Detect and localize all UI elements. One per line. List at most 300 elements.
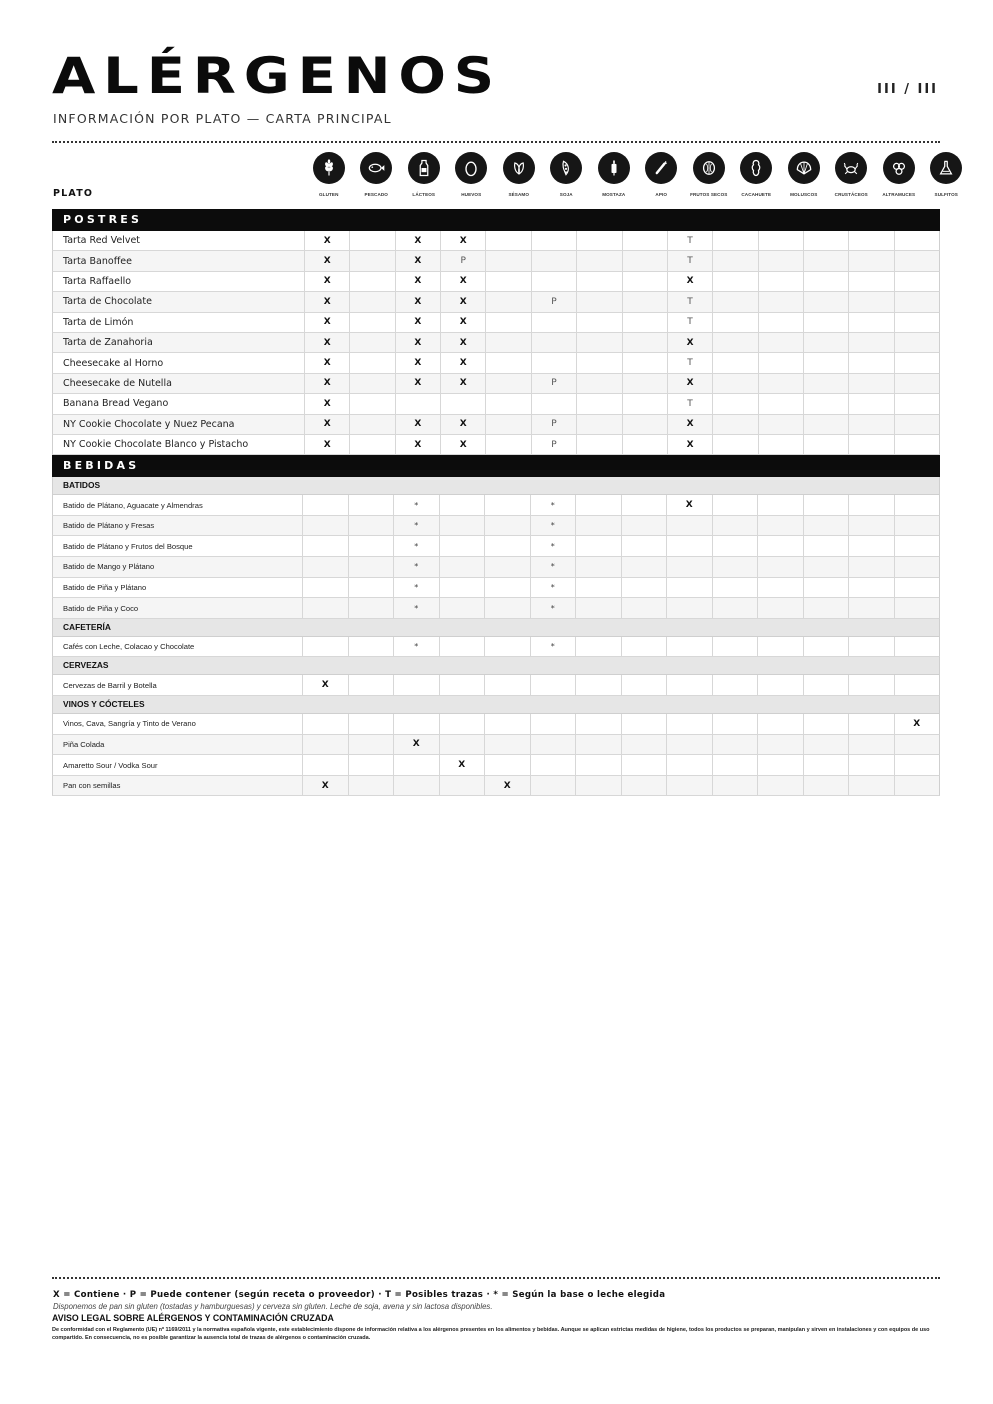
allergen-cell: P bbox=[532, 435, 577, 454]
dish-name: Tarta Raffaello bbox=[53, 272, 305, 291]
allergen-cell bbox=[804, 333, 849, 352]
allergen-cell bbox=[758, 735, 804, 755]
allergen-cell bbox=[713, 415, 758, 434]
allergen-cell bbox=[667, 557, 713, 577]
dish-name: Cheesecake al Horno bbox=[53, 353, 305, 372]
allergen-cell: X bbox=[396, 231, 441, 250]
allergen-cell bbox=[804, 578, 850, 598]
dish-name: Batido de Plátano y Fresas bbox=[53, 516, 303, 536]
table-row bbox=[52, 333, 940, 353]
allergen-cell: X bbox=[441, 374, 486, 393]
allergen-cell bbox=[758, 675, 804, 695]
allergen-cell bbox=[895, 735, 940, 755]
allergen-cell bbox=[849, 714, 895, 734]
allergen-cell bbox=[849, 272, 894, 291]
row-group bbox=[52, 637, 940, 658]
allergen-cell bbox=[531, 776, 577, 796]
allergen-cell bbox=[759, 415, 804, 434]
allergen-cell bbox=[758, 755, 804, 775]
allergen-cell bbox=[485, 557, 531, 577]
allergen-cell bbox=[577, 374, 622, 393]
allergen-cell bbox=[849, 735, 895, 755]
allergen-label: FRUTOS SECOS bbox=[690, 192, 728, 197]
allergen-cell bbox=[531, 755, 577, 775]
allergen-column-header bbox=[305, 152, 353, 197]
allergen-cell bbox=[623, 435, 668, 454]
allergen-cell bbox=[713, 374, 758, 393]
allergen-cell: X bbox=[396, 374, 441, 393]
table-row bbox=[52, 353, 940, 373]
allergen-cell: X bbox=[441, 313, 486, 332]
allergen-cell bbox=[849, 536, 895, 556]
allergen-cell: X bbox=[305, 292, 350, 311]
allergen-cell bbox=[895, 557, 940, 577]
allergen-cell bbox=[350, 272, 395, 291]
allergen-cell bbox=[849, 292, 894, 311]
allergen-cell bbox=[576, 495, 622, 515]
allergen-cell bbox=[349, 536, 395, 556]
allergen-cell bbox=[532, 251, 577, 270]
allergen-cell bbox=[849, 598, 895, 618]
allergen-cell bbox=[667, 675, 713, 695]
allergen-cell bbox=[303, 755, 349, 775]
allergen-cell: X bbox=[305, 313, 350, 332]
row-group bbox=[52, 714, 940, 796]
allergen-cell bbox=[623, 394, 668, 413]
allergen-cell bbox=[759, 333, 804, 352]
allergen-cell bbox=[849, 333, 894, 352]
allergen-cell bbox=[577, 415, 622, 434]
allergen-cell bbox=[485, 495, 531, 515]
allergen-cell: X bbox=[440, 755, 486, 775]
allergen-label: PESCADO bbox=[364, 192, 388, 197]
allergen-cell bbox=[759, 251, 804, 270]
allergen-cell bbox=[895, 251, 939, 270]
allergen-cell bbox=[350, 394, 395, 413]
allergen-cell bbox=[804, 536, 850, 556]
allergen-cell bbox=[804, 735, 850, 755]
allergen-cell bbox=[350, 435, 395, 454]
allergen-cell bbox=[303, 557, 349, 577]
allergen-cell bbox=[440, 516, 486, 536]
allergen-cell: X bbox=[396, 292, 441, 311]
allergen-cell bbox=[667, 735, 713, 755]
allergen-cell bbox=[350, 353, 395, 372]
allergen-cell bbox=[440, 578, 486, 598]
allergen-cell bbox=[576, 755, 622, 775]
allergen-cell bbox=[349, 714, 395, 734]
allergen-cell bbox=[350, 251, 395, 270]
allergen-cell bbox=[895, 516, 940, 536]
section-header: POSTRES bbox=[52, 209, 940, 231]
allergen-cell bbox=[440, 735, 486, 755]
allergen-cell: * bbox=[394, 495, 440, 515]
allergen-cell bbox=[349, 557, 395, 577]
allergen-cell: T bbox=[668, 231, 713, 250]
allergen-cell bbox=[804, 755, 850, 775]
allergen-cell bbox=[486, 415, 531, 434]
allergen-cell bbox=[577, 251, 622, 270]
nut-icon bbox=[693, 152, 725, 184]
allergen-cell bbox=[349, 516, 395, 536]
allergen-cell bbox=[485, 755, 531, 775]
allergen-cell bbox=[486, 353, 531, 372]
allergen-cell bbox=[485, 735, 531, 755]
allergen-cell bbox=[849, 394, 894, 413]
allergen-cell bbox=[531, 675, 577, 695]
allergen-cell bbox=[804, 251, 849, 270]
allergen-cell: T bbox=[668, 251, 713, 270]
allergen-cell: * bbox=[531, 495, 577, 515]
allergen-cell bbox=[713, 333, 758, 352]
allergen-cell: X bbox=[305, 353, 350, 372]
allergen-cell bbox=[303, 495, 349, 515]
allergen-cell bbox=[485, 578, 531, 598]
allergen-cell bbox=[804, 415, 849, 434]
allergen-cell: X bbox=[668, 333, 713, 352]
allergen-cell bbox=[713, 598, 759, 618]
allergen-cell bbox=[849, 637, 895, 657]
allergen-cell bbox=[440, 714, 486, 734]
allergen-cell bbox=[895, 435, 939, 454]
allergen-column-header bbox=[447, 152, 495, 197]
subsection-header: CAFETERÍA bbox=[52, 619, 940, 637]
allergen-cell: * bbox=[531, 578, 577, 598]
allergen-cell bbox=[622, 536, 668, 556]
allergen-cell: * bbox=[394, 516, 440, 536]
allergen-cell bbox=[485, 675, 531, 695]
dish-name: Tarta de Chocolate bbox=[53, 292, 305, 311]
allergen-cell: * bbox=[394, 598, 440, 618]
allergen-cell bbox=[349, 776, 395, 796]
allergen-cell bbox=[804, 231, 849, 250]
allergen-column-header bbox=[827, 152, 875, 197]
allergen-cell bbox=[849, 516, 895, 536]
allergen-cell bbox=[440, 536, 486, 556]
allergen-cell: T bbox=[668, 353, 713, 372]
allergen-cell bbox=[713, 292, 758, 311]
allergen-cell bbox=[804, 353, 849, 372]
allergen-cell bbox=[394, 714, 440, 734]
legal-title: AVISO LEGAL SOBRE ALÉRGENOS Y CONTAMINACIÓN CRUZADA bbox=[52, 1313, 334, 1323]
allergen-cell bbox=[804, 714, 850, 734]
allergen-cell bbox=[849, 374, 894, 393]
section-header: BEBIDAS bbox=[52, 455, 940, 477]
allergen-cell: X bbox=[396, 313, 441, 332]
allergen-cell bbox=[713, 231, 758, 250]
table-row bbox=[52, 495, 940, 516]
allergen-cell bbox=[667, 776, 713, 796]
lupin-icon bbox=[883, 152, 915, 184]
allergen-cell bbox=[895, 755, 940, 775]
allergen-cell bbox=[758, 536, 804, 556]
allergen-cell bbox=[713, 714, 759, 734]
allergen-cell bbox=[804, 557, 850, 577]
allergen-cell: * bbox=[531, 598, 577, 618]
dish-name: Amaretto Sour / Vodka Sour bbox=[53, 755, 303, 775]
allergen-cell: X bbox=[396, 415, 441, 434]
allergen-cell bbox=[531, 735, 577, 755]
allergen-label: CACAHUETE bbox=[741, 192, 772, 197]
allergen-cell bbox=[758, 557, 804, 577]
allergen-cell bbox=[759, 353, 804, 372]
allergen-cell: X bbox=[441, 333, 486, 352]
allergen-cell bbox=[622, 714, 668, 734]
dish-name: Pan con semillas bbox=[53, 776, 303, 796]
allergen-cell bbox=[713, 675, 759, 695]
allergen-cell bbox=[895, 598, 940, 618]
allergen-cell bbox=[623, 374, 668, 393]
allergen-cell bbox=[532, 313, 577, 332]
shell-icon bbox=[788, 152, 820, 184]
allergen-table bbox=[52, 209, 940, 796]
allergen-cell: X bbox=[441, 415, 486, 434]
allergen-cell: X bbox=[668, 374, 713, 393]
table-row bbox=[52, 598, 940, 619]
allergen-cell bbox=[576, 516, 622, 536]
table-row bbox=[52, 557, 940, 578]
page-title: ALÉRGENOS bbox=[52, 47, 502, 105]
allergen-label: HUEVOS bbox=[461, 192, 482, 197]
allergen-cell: T bbox=[668, 313, 713, 332]
allergen-cell bbox=[713, 735, 759, 755]
allergen-cell bbox=[303, 598, 349, 618]
egg-icon bbox=[455, 152, 487, 184]
allergen-cell: X bbox=[441, 353, 486, 372]
allergen-cell bbox=[622, 598, 668, 618]
allergen-cell bbox=[532, 272, 577, 291]
table-row bbox=[52, 714, 940, 735]
milk-bottle-icon bbox=[408, 152, 440, 184]
allergen-cell bbox=[350, 374, 395, 393]
allergen-cell bbox=[440, 495, 486, 515]
allergen-cell bbox=[804, 374, 849, 393]
dish-name: Batido de Plátano y Frutos del Bosque bbox=[53, 536, 303, 556]
allergen-label: SÉSAMO bbox=[508, 192, 529, 197]
allergen-label: CRUSTÁCEOS bbox=[834, 192, 868, 197]
allergen-cell bbox=[532, 231, 577, 250]
allergen-cell bbox=[303, 516, 349, 536]
allergen-label: GLUTEN bbox=[319, 192, 339, 197]
allergen-cell bbox=[440, 637, 486, 657]
subsection-header: CERVEZAS bbox=[52, 657, 940, 675]
allergen-cell bbox=[349, 598, 395, 618]
table-row bbox=[52, 675, 940, 696]
allergen-cell bbox=[623, 313, 668, 332]
allergen-cell: X bbox=[396, 435, 441, 454]
allergen-cell bbox=[440, 776, 486, 796]
allergen-cell: X bbox=[305, 394, 350, 413]
allergen-cell bbox=[804, 292, 849, 311]
allergen-cell bbox=[623, 272, 668, 291]
allergen-cell bbox=[440, 675, 486, 695]
allergen-cell: * bbox=[531, 516, 577, 536]
allergen-cell bbox=[713, 435, 758, 454]
allergen-cell bbox=[303, 536, 349, 556]
allergen-cell bbox=[849, 313, 894, 332]
allergen-cell bbox=[577, 313, 622, 332]
allergen-cell bbox=[667, 536, 713, 556]
dish-name: Tarta de Limón bbox=[53, 313, 305, 332]
allergen-cell bbox=[804, 394, 849, 413]
dish-name: Batido de Plátano, Aguacate y Almendras bbox=[53, 495, 303, 515]
allergen-cell bbox=[667, 755, 713, 775]
dish-name: Tarta Red Velvet bbox=[53, 231, 305, 250]
allergen-cell: * bbox=[394, 578, 440, 598]
allergen-cell: X bbox=[305, 333, 350, 352]
flask-icon bbox=[930, 152, 962, 184]
allergen-cell: X bbox=[441, 292, 486, 311]
allergen-cell bbox=[577, 394, 622, 413]
allergen-cell bbox=[895, 272, 939, 291]
allergen-column-header bbox=[352, 152, 400, 197]
allergen-cell bbox=[713, 495, 759, 515]
allergen-cell bbox=[349, 637, 395, 657]
allergen-cell bbox=[577, 231, 622, 250]
allergen-column-header bbox=[875, 152, 923, 197]
allergen-cell bbox=[623, 231, 668, 250]
bottom-dotted-divider bbox=[52, 1277, 940, 1279]
allergen-cell: X bbox=[305, 435, 350, 454]
allergen-cell bbox=[849, 578, 895, 598]
allergen-cell bbox=[849, 415, 894, 434]
allergen-label: MOSTAZA bbox=[602, 192, 626, 197]
allergen-cell bbox=[577, 333, 622, 352]
allergen-cell bbox=[895, 231, 939, 250]
dish-name: Cafés con Leche, Colacao y Chocolate bbox=[53, 637, 303, 657]
table-row bbox=[52, 435, 940, 455]
table-row bbox=[52, 231, 940, 251]
mustard-icon bbox=[598, 152, 630, 184]
table-row bbox=[52, 251, 940, 271]
allergen-cell bbox=[486, 435, 531, 454]
allergen-cell bbox=[849, 776, 895, 796]
allergen-cell bbox=[759, 272, 804, 291]
allergen-cell bbox=[849, 251, 894, 270]
allergen-cell bbox=[576, 714, 622, 734]
allergen-cell bbox=[849, 353, 894, 372]
allergen-cell bbox=[486, 272, 531, 291]
soy-icon bbox=[550, 152, 582, 184]
allergen-cell bbox=[394, 776, 440, 796]
allergen-cell bbox=[576, 536, 622, 556]
page-subtitle: INFORMACIÓN POR PLATO — CARTA PRINCIPAL bbox=[53, 111, 392, 126]
legend: X = Contiene · P = Puede contener (según receta o proveedor) · T = Posibles trazas · * = Según la base o leche elegida bbox=[53, 1290, 666, 1300]
dish-name: Tarta Banoffee bbox=[53, 251, 305, 270]
allergen-cell: X bbox=[441, 231, 486, 250]
allergen-cell: * bbox=[394, 637, 440, 657]
page-number: III / III bbox=[877, 82, 938, 97]
allergen-column-header bbox=[637, 152, 685, 197]
allergen-cell: X bbox=[396, 333, 441, 352]
allergen-cell bbox=[895, 415, 939, 434]
allergen-cell bbox=[396, 394, 441, 413]
allergen-label: SOJA bbox=[559, 192, 573, 197]
allergen-cell bbox=[622, 776, 668, 796]
dish-name: Tarta de Zanahoria bbox=[53, 333, 305, 352]
allergen-cell bbox=[350, 231, 395, 250]
allergen-cell bbox=[759, 435, 804, 454]
allergen-cell bbox=[667, 598, 713, 618]
allergen-cell bbox=[758, 714, 804, 734]
table-row bbox=[52, 536, 940, 557]
allergen-cell bbox=[532, 394, 577, 413]
allergen-cell bbox=[577, 292, 622, 311]
table-row bbox=[52, 272, 940, 292]
allergen-cell: X bbox=[305, 374, 350, 393]
allergen-cell bbox=[895, 637, 940, 657]
legal-text: De conformidad con el Reglamento (UE) nº 1169/2011 y la normativa española vigente, este establecimiento dispone de información relativa a los alérgenos presentes en los alimentos y bebidas. Aunque se aplican estrictas medidas de higiene, todos los productos se preparan, manipulan y sirven en instalaciones y con equipos de uso compartido. En consecuencia, no es posible garantizar la ausencia total de trazas de alérgenos o contaminación cruzada. bbox=[52, 1327, 930, 1341]
table-row bbox=[52, 516, 940, 537]
allergen-cell bbox=[759, 394, 804, 413]
dish-name: Piña Colada bbox=[53, 735, 303, 755]
allergen-cell bbox=[804, 637, 850, 657]
allergen-cell bbox=[394, 675, 440, 695]
allergen-cell: P bbox=[441, 251, 486, 270]
allergen-cell bbox=[759, 313, 804, 332]
wheat-icon bbox=[313, 152, 345, 184]
allergen-cell bbox=[849, 495, 895, 515]
allergen-cell: X bbox=[441, 435, 486, 454]
allergen-cell bbox=[667, 578, 713, 598]
allergen-cell bbox=[349, 578, 395, 598]
allergen-cell bbox=[804, 313, 849, 332]
row-group bbox=[52, 231, 940, 455]
allergen-cell bbox=[303, 714, 349, 734]
table-row bbox=[52, 374, 940, 394]
allergen-cell bbox=[532, 353, 577, 372]
allergen-cell bbox=[758, 516, 804, 536]
allergen-cell bbox=[485, 714, 531, 734]
table-row bbox=[52, 776, 940, 797]
dish-name: Cervezas de Barril y Botella bbox=[53, 675, 303, 695]
top-dotted-divider bbox=[52, 141, 940, 143]
allergen-cell bbox=[350, 313, 395, 332]
allergen-cell bbox=[531, 714, 577, 734]
allergen-cell: * bbox=[531, 557, 577, 577]
allergen-column-header bbox=[732, 152, 780, 197]
allergen-cell bbox=[486, 374, 531, 393]
allergen-cell bbox=[667, 637, 713, 657]
allergen-cell bbox=[758, 495, 804, 515]
allergen-cell: P bbox=[532, 415, 577, 434]
dish-name: Banana Bread Vegano bbox=[53, 394, 305, 413]
table-row bbox=[52, 755, 940, 776]
allergen-cell: T bbox=[668, 292, 713, 311]
allergen-cell bbox=[577, 272, 622, 291]
plato-column-header: PLATO bbox=[53, 188, 94, 199]
allergen-cell bbox=[849, 231, 894, 250]
allergen-column-header bbox=[685, 152, 733, 197]
allergen-cell: X bbox=[303, 675, 349, 695]
allergen-cell bbox=[485, 536, 531, 556]
allergen-cell bbox=[759, 292, 804, 311]
allergen-cell bbox=[486, 231, 531, 250]
allergen-cell bbox=[623, 353, 668, 372]
allergen-cell bbox=[485, 516, 531, 536]
allergen-cell: X bbox=[668, 415, 713, 434]
allergen-cell bbox=[577, 353, 622, 372]
allergen-cell bbox=[622, 637, 668, 657]
allergen-cell bbox=[350, 333, 395, 352]
allergen-cell bbox=[486, 292, 531, 311]
allergen-cell: X bbox=[305, 415, 350, 434]
allergen-cell bbox=[895, 394, 939, 413]
allergen-cell bbox=[622, 557, 668, 577]
allergen-cell: T bbox=[668, 394, 713, 413]
allergen-column-header bbox=[922, 152, 970, 197]
allergen-cell bbox=[486, 313, 531, 332]
